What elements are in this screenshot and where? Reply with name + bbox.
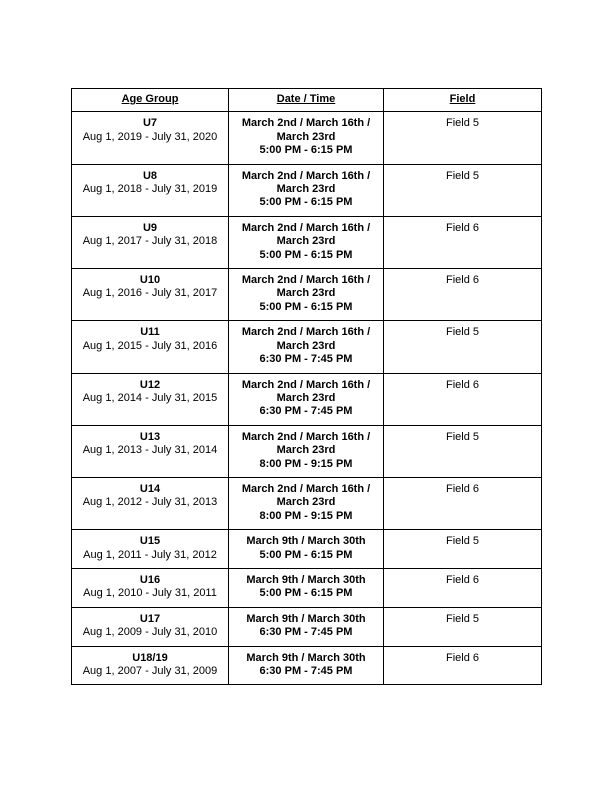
- table-row: [72, 216, 542, 268]
- age-group-label: U18/19: [132, 651, 168, 664]
- dates-text: March 9th / March 30th: [246, 573, 366, 586]
- field-label: Field 5: [445, 535, 480, 548]
- field-label: Field 6: [445, 482, 480, 495]
- time-text: 5:00 PM - 6:15 PM: [259, 300, 353, 313]
- field-cell: [384, 269, 542, 321]
- time-text: 5:00 PM - 6:15 PM: [259, 587, 353, 600]
- dates-text: March 9th / March 30th: [246, 651, 366, 664]
- header-row: [72, 89, 542, 112]
- field-label: Field 5: [445, 169, 480, 182]
- age-group-cell: [72, 373, 229, 425]
- age-group-cell: [72, 568, 229, 607]
- field-cell: [384, 373, 542, 425]
- field-cell: [384, 425, 542, 477]
- age-group-label: U8: [142, 169, 158, 182]
- table-row: [72, 425, 542, 477]
- time-text: 6:30 PM - 7:45 PM: [259, 626, 353, 639]
- field-label: Field 6: [445, 221, 480, 234]
- field-label: Field 6: [445, 651, 480, 664]
- field-cell: [384, 477, 542, 529]
- age-group-cell: [72, 321, 229, 373]
- birth-year-range: Aug 1, 2009 - July 31, 2010: [82, 626, 218, 639]
- time-text: 6:30 PM - 7:45 PM: [259, 353, 353, 366]
- time-text: 6:30 PM - 7:45 PM: [259, 665, 353, 677]
- age-group-cell: [72, 607, 229, 646]
- time-text: 8:00 PM - 9:15 PM: [259, 457, 353, 470]
- date-time-cell: [229, 321, 384, 373]
- age-group-cell: [72, 477, 229, 529]
- header-date-time: Date / Time: [229, 89, 384, 112]
- time-text: 5:00 PM - 6:15 PM: [259, 196, 353, 209]
- birth-year-range: Aug 1, 2019 - July 31, 2020: [82, 130, 218, 143]
- field-cell: [384, 607, 542, 646]
- dates-text: March 9th / March 30th: [246, 612, 366, 625]
- age-group-label: U14: [139, 482, 161, 495]
- date-time-cell: [229, 530, 384, 569]
- dates-text: March 2nd / March 16th / March 23rd: [241, 274, 371, 300]
- date-time-cell: [229, 269, 384, 321]
- birth-year-range: Aug 1, 2017 - July 31, 2018: [82, 235, 218, 248]
- field-cell: [384, 646, 542, 685]
- schedule-table-body: [72, 112, 542, 685]
- field-label: Field 6: [445, 573, 480, 586]
- dates-text: March 2nd / March 16th / March 23rd: [241, 482, 371, 509]
- birth-year-range: Aug 1, 2016 - July 31, 2017: [82, 287, 218, 300]
- age-group-cell: [72, 112, 229, 164]
- age-group-cell: [72, 646, 229, 685]
- date-time-cell: [229, 646, 384, 685]
- age-group-label: U15: [139, 535, 161, 548]
- age-group-label: U11: [140, 326, 160, 339]
- dates-text: March 2nd / March 16th / March 23rd: [241, 117, 371, 143]
- date-time-cell: [229, 373, 384, 425]
- field-label: Field 5: [445, 326, 480, 339]
- header-age-group: Age Group: [72, 89, 229, 112]
- age-group-label: U13: [139, 430, 161, 443]
- table-row: [72, 112, 542, 164]
- age-group-cell: [72, 216, 229, 268]
- date-time-cell: [229, 216, 384, 268]
- age-group-label: U17: [139, 612, 161, 625]
- field-cell: [384, 216, 542, 268]
- header-field: Field: [384, 89, 542, 112]
- birth-year-range: Aug 1, 2012 - July 31, 2013: [82, 496, 218, 509]
- date-time-cell: [229, 607, 384, 646]
- field-cell: [384, 321, 542, 373]
- birth-year-range: Aug 1, 2011 - July 31, 2012: [83, 548, 217, 561]
- table-row: [72, 269, 542, 321]
- table-row: [72, 373, 542, 425]
- time-text: 5:00 PM - 6:15 PM: [259, 144, 353, 157]
- age-group-label: U16: [139, 573, 161, 586]
- age-group-label: U9: [142, 221, 158, 234]
- dates-text: March 9th / March 30th: [246, 535, 366, 548]
- field-label: Field 6: [445, 378, 480, 391]
- schedule-table: [71, 88, 542, 685]
- age-group-cell: [72, 530, 229, 569]
- age-group-label: U10: [139, 274, 161, 287]
- table-row: [72, 568, 542, 607]
- date-time-cell: [229, 425, 384, 477]
- age-group-cell: [72, 164, 229, 216]
- field-cell: [384, 568, 542, 607]
- birth-year-range: Aug 1, 2007 - July 31, 2009: [82, 665, 218, 677]
- age-group-cell: [72, 269, 229, 321]
- time-text: 5:00 PM - 6:15 PM: [259, 248, 353, 261]
- dates-text: March 2nd / March 16th / March 23rd: [241, 326, 371, 352]
- table-row: [72, 530, 542, 569]
- age-group-label: U12: [139, 378, 161, 391]
- table-row: [72, 164, 542, 216]
- field-cell: [384, 112, 542, 164]
- field-label: Field 5: [445, 117, 480, 130]
- age-group-label: U7: [142, 117, 158, 130]
- table-row: [72, 321, 542, 373]
- date-time-cell: [229, 112, 384, 164]
- dates-text: March 2nd / March 16th / March 23rd: [241, 430, 371, 457]
- dates-text: March 2nd / March 16th / March 23rd: [241, 221, 371, 248]
- date-time-cell: [229, 164, 384, 216]
- field-cell: [384, 164, 542, 216]
- time-text: 6:30 PM - 7:45 PM: [259, 405, 353, 418]
- table-row: [72, 607, 542, 646]
- time-text: 8:00 PM - 9:15 PM: [259, 509, 353, 522]
- dates-text: March 2nd / March 16th / March 23rd: [241, 378, 371, 404]
- field-label: Field 5: [445, 430, 480, 443]
- table-row: [72, 477, 542, 529]
- table-row: [72, 646, 542, 685]
- field-cell: [384, 530, 542, 569]
- date-time-cell: [229, 568, 384, 607]
- birth-year-range: Aug 1, 2015 - July 31, 2016: [82, 339, 218, 352]
- field-label: Field 5: [445, 612, 480, 625]
- dates-text: March 2nd / March 16th / March 23rd: [241, 169, 371, 196]
- time-text: 5:00 PM - 6:15 PM: [259, 548, 353, 561]
- birth-year-range: Aug 1, 2013 - July 31, 2014: [82, 444, 218, 457]
- birth-year-range: Aug 1, 2018 - July 31, 2019: [82, 183, 218, 196]
- birth-year-range: Aug 1, 2010 - July 31, 2011: [83, 587, 217, 600]
- age-group-cell: [72, 425, 229, 477]
- birth-year-range: Aug 1, 2014 - July 31, 2015: [82, 391, 218, 404]
- date-time-cell: [229, 477, 384, 529]
- field-label: Field 6: [445, 274, 480, 287]
